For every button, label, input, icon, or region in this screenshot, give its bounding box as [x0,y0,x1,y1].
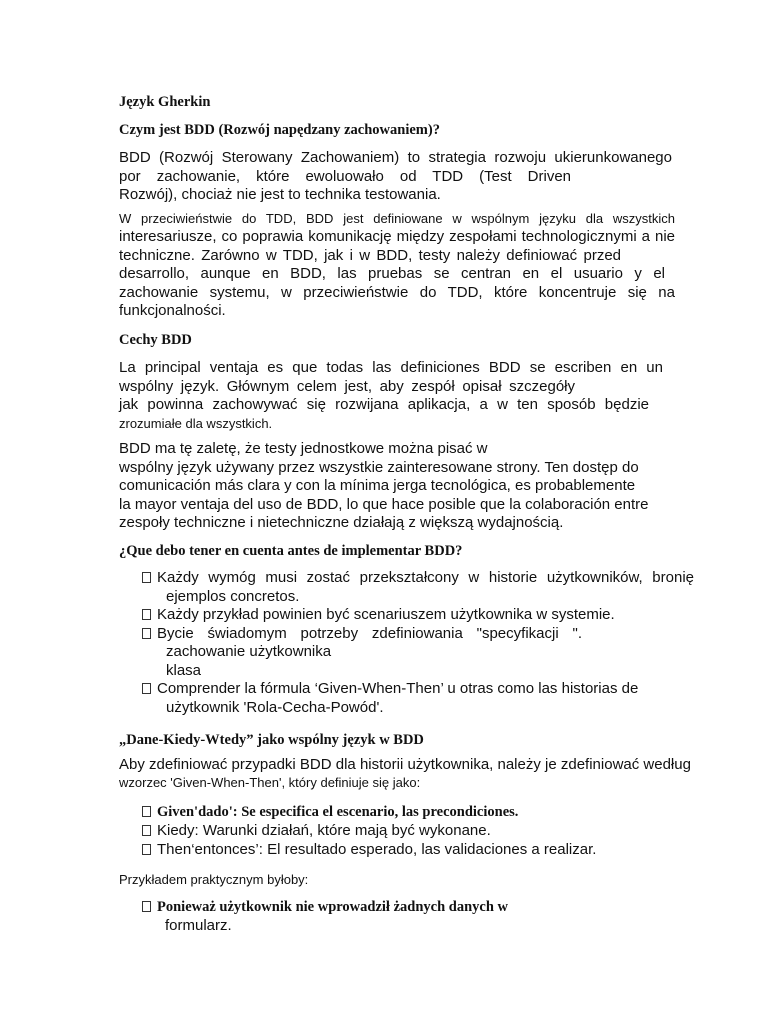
list-item-text: Comprender la fórmula ‘Given-When-Then’ u otras como las historias de [157,680,639,697]
text-line: BDD ma tę zaletę, że testy jednostkowe można pisać w [119,440,488,457]
heading-cechy: Cechy BDD [119,332,192,348]
list-item [142,822,696,841]
requirements-list [142,569,696,717]
doc-title: Język Gherkin [119,94,211,110]
paragraph-tdd-comparison [119,211,675,321]
paragraph-bdd-intro [119,149,672,205]
paragraph-advantage [119,440,675,533]
text-line: wspólny język. Głównym celem jest, aby zespół opisał szczegóły [119,377,575,395]
list-item [142,606,696,625]
text-line: jak powinna zachowywać się rozwijana aplikacja, a w ten sposób będzie [119,396,649,413]
list-item-text: klasa [166,661,202,679]
list-item-first-line [142,625,582,644]
text-line: techniczne. Zarówno w TDD, jak i w BDD, testy należy definiować przed [119,246,621,264]
text-line: desarrollo, aunque en BDD, las pruebas se centran en el usuario y el [119,265,665,282]
checkbox-icon [142,825,151,836]
list-item-text: Bycie świadomym potrzeby zdefiniowania "specyfikacji ". [157,624,582,642]
paragraph-features [119,359,663,432]
text-line: BDD (Rozwój Sterowany Zachowaniem) to strategia rozwoju ukierunkowanego [119,149,672,166]
paragraph-example-intro: Przykładem praktycznym byłoby: [119,872,309,887]
text-line: wzorzec 'Given-When-Then', który definiuje się jako: [119,774,421,790]
list-item [142,569,696,606]
example-list [142,898,696,936]
list-item-first-line [142,680,696,699]
list-item-text: użytkownik 'Rola-Cecha-Powód'. [166,698,384,716]
heading-given-when-then: „Dane-Kiedy-Wtedy” jako wspólny język w BDD [119,732,424,748]
checkbox-icon [142,683,151,694]
list-item-text: ejemplos concretos. [166,587,300,605]
text-line: Aby zdefiniować przypadki BDD dla historii użytkownika, należy je zdefiniować według [119,756,691,773]
text-line: zespoły techniczne i nietechniczne działają z większą wydajnością. [119,514,564,531]
text-line: W przeciwieństwie do TDD, BDD jest definiowane w wspólnym języku dla wszystkich [119,211,675,226]
list-item-text: Kiedy: Warunki działań, które mają być wykonane. [157,822,491,839]
checkbox-icon [142,609,151,620]
list-item-first-line [142,569,694,588]
checkbox-icon [142,569,157,588]
list-item [142,680,696,717]
text-line: zrozumiałe dla wszystkich. [119,415,273,431]
text-line: wspólny język używany przez wszystkie zainteresowane strony. Ten dostęp do [119,458,639,476]
text-line: zachowanie systemu, w przeciwieństwie do TDD, które koncentruje się na [119,283,675,301]
list-item-first-line [142,606,696,625]
list-item-text: Każdy wymóg musi zostać przekształcony w historie użytkowników, bronię [157,569,694,586]
heading-what-is-bdd: Czym jest BDD (Rozwój napędzany zachowaniem)? [119,122,440,138]
list-item [142,841,696,860]
text-line: comunicación más clara y con la mínima jerga tecnológica, es probablemente [119,477,636,494]
checkbox-icon [142,625,157,644]
text-line: Rozwój), chociaż nie jest to technika testowania. [119,186,441,203]
list-item [142,625,696,681]
list-item-text: zachowanie użytkownika [166,643,332,660]
checkbox-icon [142,806,151,817]
list-item [142,898,696,917]
text-line: la mayor ventaja del uso de BDD, lo que hace posible que la colaboración entre [119,495,649,513]
paragraph-given-when-then [119,756,691,791]
heading-before-implementing: ¿Que debo tener en cuenta antes de implementar BDD? [119,543,463,559]
text-line: La principal ventaja es que todas las definiciones BDD se escriben en un [119,359,663,376]
text-line: funkcjonalności. [119,302,226,319]
list-item [142,803,696,822]
list-item-text: Given'dado': Se especifica el escenario, las precondiciones. [157,804,519,820]
checkbox-icon [142,901,151,912]
checkbox-icon [142,844,151,855]
list-item-text: Then‘entonces’: El resultado esperado, las validaciones a realizar. [157,840,597,858]
list-item-text: formularz. [165,917,232,934]
text-line: por zachowanie, które ewoluowało od TDD (Test Driven [119,167,571,185]
gwt-list [142,803,696,859]
list-item-text: Każdy przykład powinien być scenariuszem użytkownika w systemie. [157,606,615,623]
list-item-text: Ponieważ użytkownik nie wprowadził żadnych danych w [157,899,508,915]
text-line: interesariusze, co poprawia komunikację między zespołami technologicznymi a nie [119,228,675,245]
